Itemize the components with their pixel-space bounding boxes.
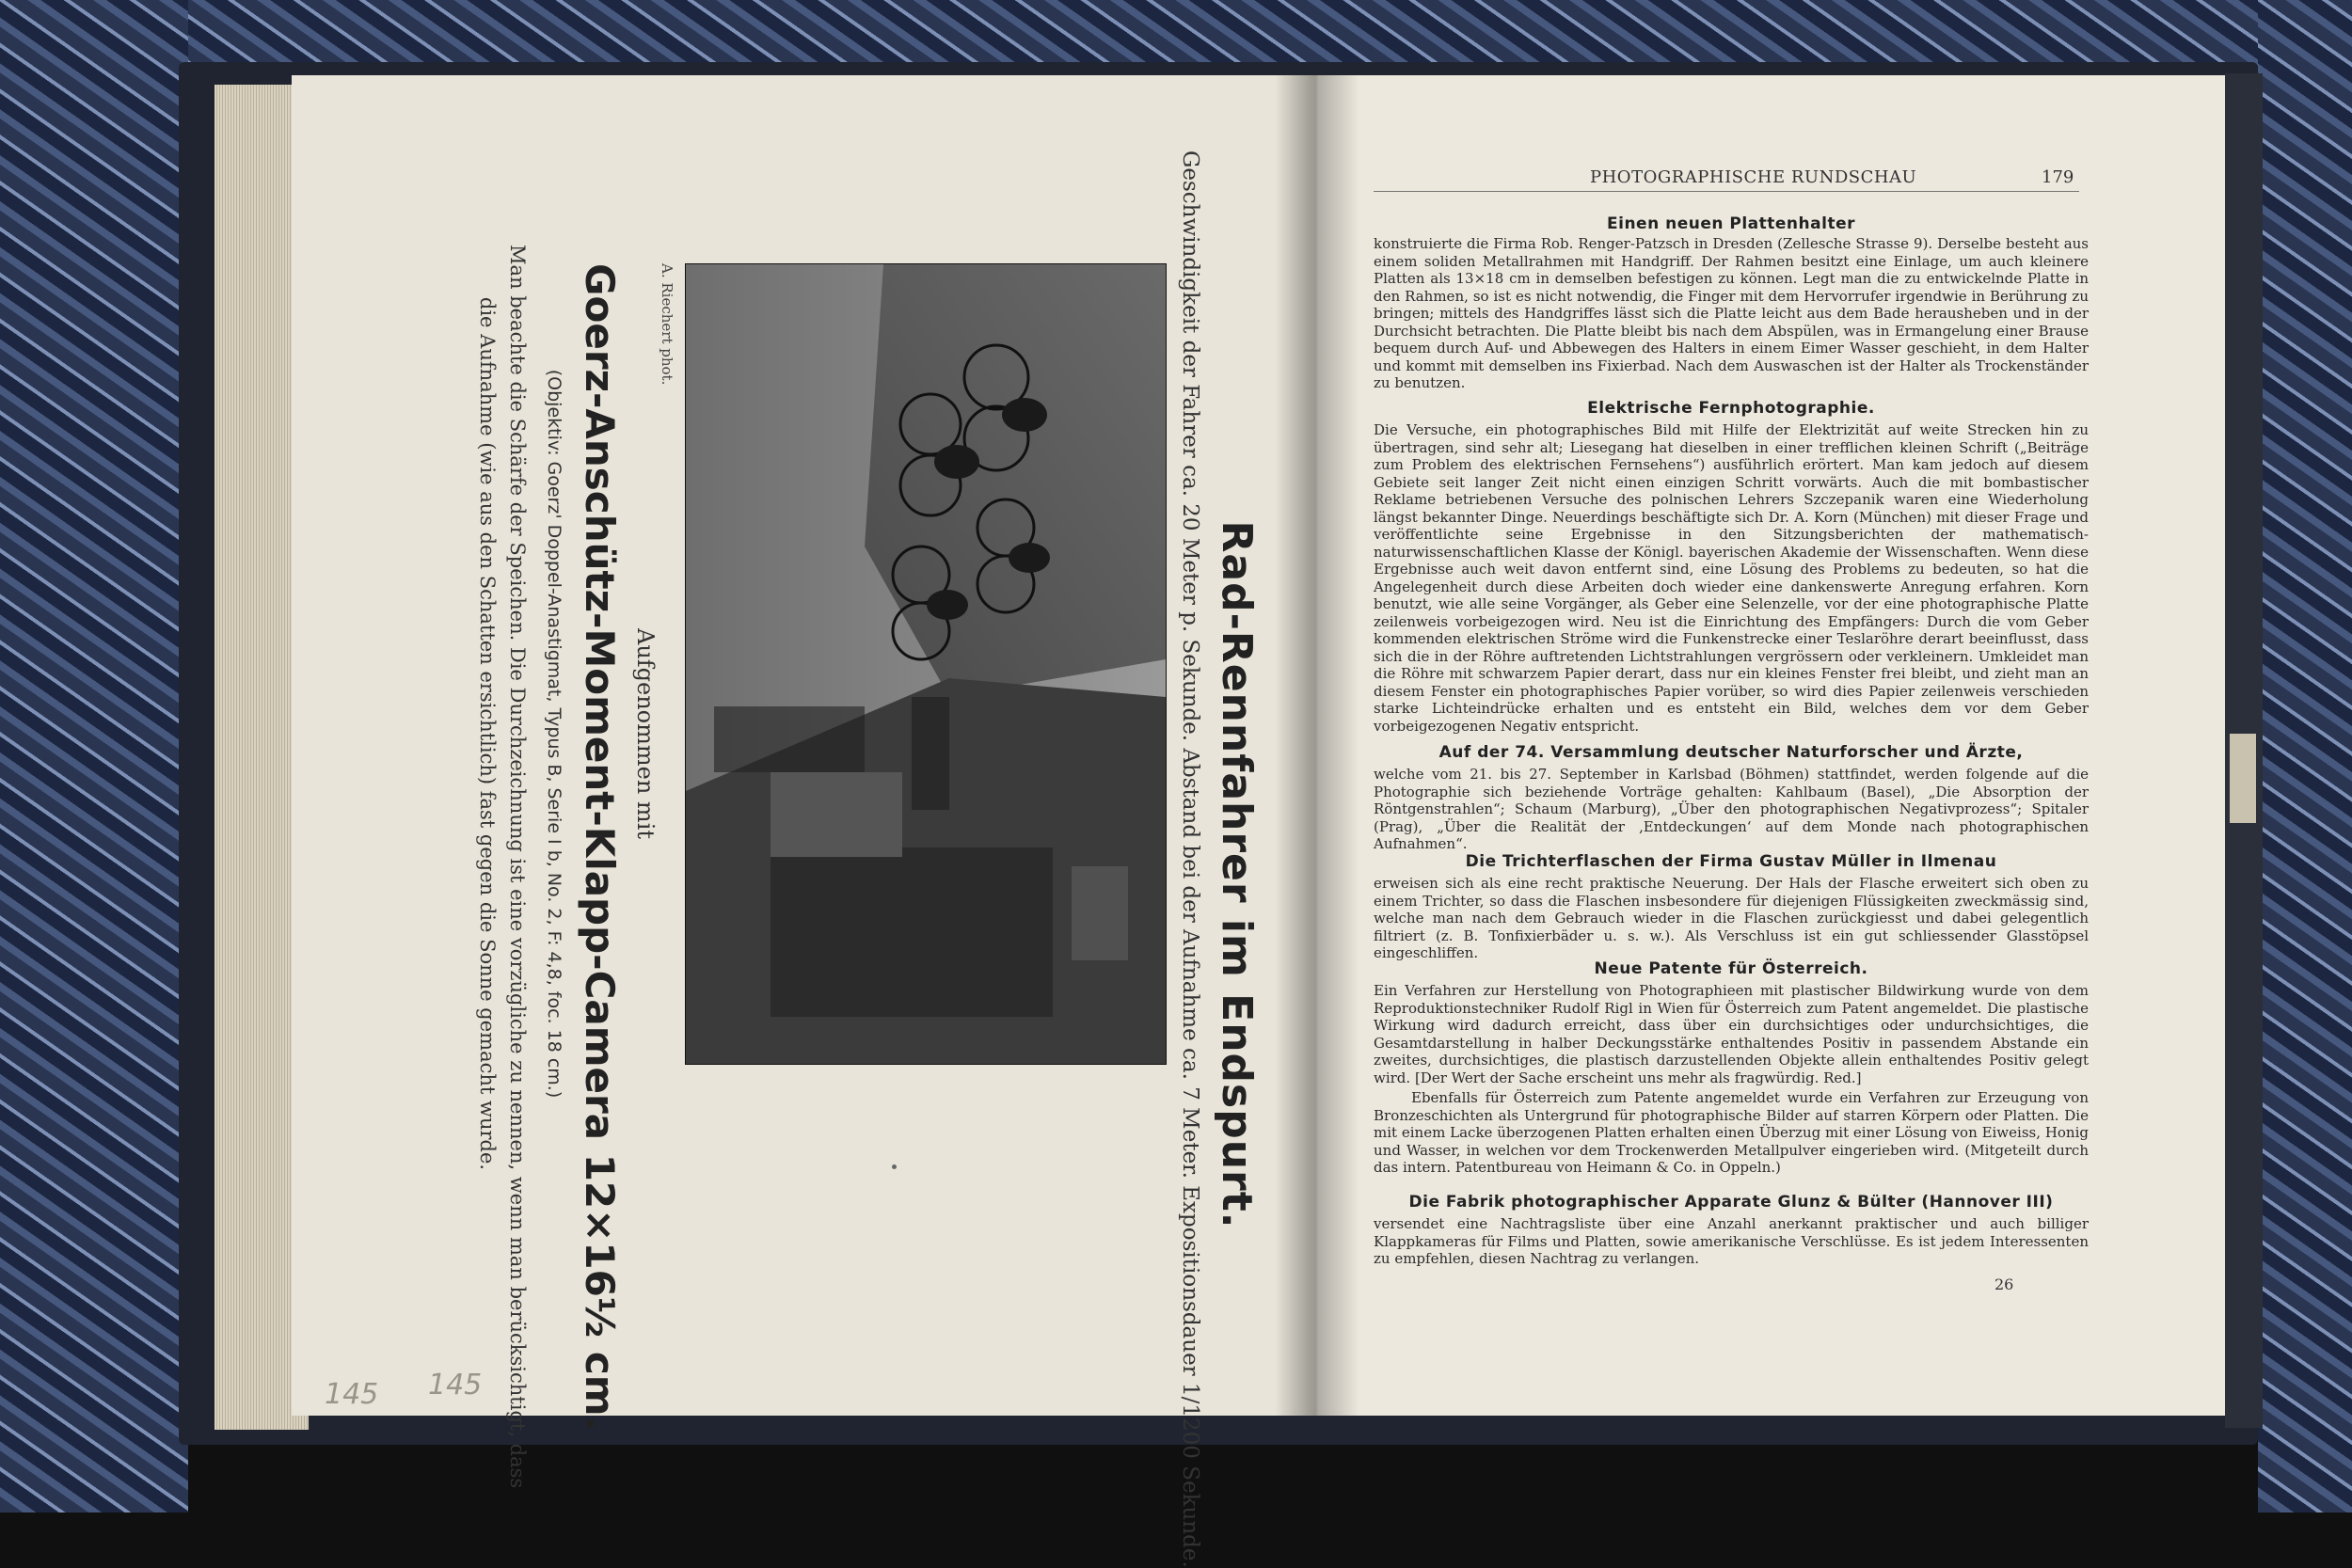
signature-mark: 26 [1994,1275,2014,1293]
section-body: Ein Verfahren zur Herstellung von Photographieen mit plastischer Bildwirkung wurde von dem Reproduktionstechniker Rudolf Rigl in Wien für Österreich zum Patent angemeldet. Die plastische Wirkung wird dadurch erreicht, dass über ein durchsichtiges oder undurchsichtiges, die Gesamtdarstellung in halber Deckungsstärke enthaltendes Positiv in passendem Abstande ein zweites, durchsichtiges, die plastisch darzustellenden Objekte allein enthaltendes Positiv gelegt wird. [Der Wert der Sache erscheint uns mehr als fragwürdig. Red.] [1374,982,2089,1086]
section-body: konstruierte die Firma Rob. Renger-Patzsch in Dresden (Zellesche Strasse 9). Derselbe besteht aus einem soliden Metallrahmen mit Handgriff. Der Rahmen besitzt eine Einlage, um auch kleinere Platten als 13×18 cm in demselben befestigen zu können. Legt man die zu entwickelnde Platte in den Rahmen, so ist es nicht notwendig, die Finger mit dem Hervorrufer irgendwie in Berührung zu bringen; mittels des Handgriffes lässt sich die Platte leicht aus dem Bade herausheben und in der Durchsicht betrachten. Die Platte bleibt bis nach dem Abspülen, was in Ermangelung einer Brause bequem durch Auf- und Abbewegen des Halters in einem Eimer Wasser geschieht, in dem Halter und kommt mit demselben ins Fixierbad. Nach dem Auswaschen ist der Halter als Trockenständer zu benutzen. [1374,235,2089,391]
marbled-background-left [0,0,188,1513]
left-page-rotated-block [621,150,1261,1568]
section-heading: Elektrische Fernphotographie. [1587,399,1875,418]
gutter-shadow [1275,75,1359,1416]
section-body: erweisen sich als eine recht praktische Neuerung. Der Hals der Flasche erweitert sich oben zu einem Trichter, so dass die Flaschen insbesondere für diejenigen Flüssigkeiten zweckmässig sind, welche man nach dem Gebrauch wieder in die Flaschen zurückgiesst und dabei gelegentlich filtriert (z. B. Tonfixierbäder u. s. w.). Als Verschluss ist ein gut schliessender Glasstöpsel eingeschliffen. [1374,875,2089,961]
section-body-continued: Ebenfalls für Österreich zum Patente angemeldet wurde ein Verfahren zur Erzeugung von Bronzeschichten als Untergrund für photographische Bilder auf starren Körpern oder Platten. Die mit einem Lacke überzogenen Platten erhalten einen Überzug mit einer Lösung von Eiweiss, Honig und Wasser, in welchen vor dem Trockenwerden Metallpulver eingerieben wird. (Mitgeteilt durch das intern. Patentbureau von Heimann & Co. in Oppeln.) [1374,1089,2089,1176]
section-heading: Auf der 74. Versammlung deutscher Naturforscher und Ärzte, [1438,743,2024,762]
section-heading: Die Trichterflaschen der Firma Gustav Müller in Ilmenau [1465,852,1997,871]
pencil-mark: 145 [428,1369,483,1402]
lens-details: (Objektiv: Goerz' Doppel-Anastigmat, Typus B, Serie I b, No. 2, F: 4,8, foc. 18 cm.) [544,369,564,1099]
ink-dot [892,1164,897,1169]
cyclists-photograph [685,263,1167,1065]
header-rule [1374,191,2079,192]
photo-illustration [686,264,1166,1064]
section-heading: Die Fabrik photographischer Apparate Glunz & Bülter (Hannover III) [1408,1193,2054,1212]
section-body: versendet eine Nachtragsliste über eine Anzahl anerkannt praktischer und auch billiger Klappkameras für Films und Platten, sowie amerikanische Verschlüsse. Es ist jedem Interessenten zu empfehlen, diesen Nachtrag zu verlangen. [1374,1215,2089,1267]
pencil-mark: 145 [325,1378,379,1411]
camera-name: Goerz-Anschütz-Moment-Klapp-Camera 12×16½ cm. [577,263,623,1432]
section-heading: Einen neuen Plattenhalter [1607,214,1855,233]
section-body: welche vom 21. bis 27. September in Karlsbad (Böhmen) stattfindet, werden folgende auf die Photographie sich beziehende Vorträge gehalten: Kahlbaum (Basel), „Die Absorption der Röntgenstrahlen“; Schaum (Marburg), „Über den photographischen Negativprozess“; Spitaler (Prag), „Über die Realität der ‚Entdeckungen‘ auf dem Monde nach photographischen Aufnahmen“. [1374,766,2089,852]
taken-with-label: Aufgenommen mit [632,627,659,840]
section-heading: Neue Patente für Österreich. [1594,959,1868,978]
running-head: PHOTOGRAPHISCHE RUNDSCHAU [1590,167,1917,187]
marbled-background-right [2258,0,2352,1513]
plate-subtitle: Geschwindigkeit der Fahrer ca. 20 Meter p. Sekunde. Abstand bei der Aufnahme ca. 7 Meter. Expositionsdauer 1/1200 Sekunde. [1178,150,1202,1568]
paper-tab [2230,734,2256,823]
section-body: Die Versuche, ein photographisches Bild mit Hilfe der Elektrizität auf weite Strecken hin zu übertragen, sind sehr alt; Liesegang hat dieselben in einer trefflichen kleinen Schrift („Beiträge zum Problem des elektrischen Fernsehens“) ausführlich erörtert. Man kam jedoch auf diesem Gebiete seit langer Zeit nicht einen einzigen Schritt vorwärts. Auch die mit bombastischer Reklame betriebenen Versuche des polnischen Lehrers Szczepanik waren eine Wiederholung längst bekannter Dinge. Neuerdings beschäftigte sich Dr. A. Korn (München) mit dieser Frage und veröffentlichte seine Ergebnisse in den Sitzungsberichten der mathematisch-naturwissenschaftlichen Klasse der Königl. bayerischen Akademie der Wissenschaften. Wenn diese Ergebnisse auch weit davon entfernt sind, eine Lösung des Problems zu bedeuten, so hat die Angelegenheit durch diese Arbeiten doch wieder eine dankenswerte Anregung erfahren. Korn benutzt, wie alle seine Vorgänger, als Geber eine Selenzelle, vor der eine photographische Platte zeilenweis vorbeigezogen wird. Neu ist die Einrichtung des Empfängers: Durch die vom Geber kommenden elektrischen Ströme wird die Funkenstrecke einer Teslaröhre derart beeinflusst, dass sich die in der Röhre auftretenden Lichtstrahlungen vergrössern oder verkleinern. Umkleidet man die Röhre mit schwarzem Papier derart, dass nur ein kleines Fenster frei bleibt, und zieht man an diesem Fenster ein photographisches Papier vorüber, so wird dies Papier zeilenweis verschieden starke Lichteindrücke erhalten und es entsteht ein Bild, welches dem vor dem Geber vorbeigezogenen Negativ entspricht. [1374,421,2089,735]
plate-title: Rad-Rennfahrer im Endspurt. [1213,520,1261,1229]
page-number: 179 [2042,167,2074,187]
marbled-background-top [0,0,2352,66]
caption-note-line-2: die Aufnahme (wie aus den Schatten ersichtlich) fast gegen die Sonne gemacht wurde. [476,296,499,1171]
photo-credit: A. Riechert phot. [659,263,675,386]
caption-note-line-1: Man beachte die Schärfe der Speichen. Die Durchzeichnung ist eine vorzügliche zu nennen, wenn man berücksichtigt, dass [506,245,529,1489]
